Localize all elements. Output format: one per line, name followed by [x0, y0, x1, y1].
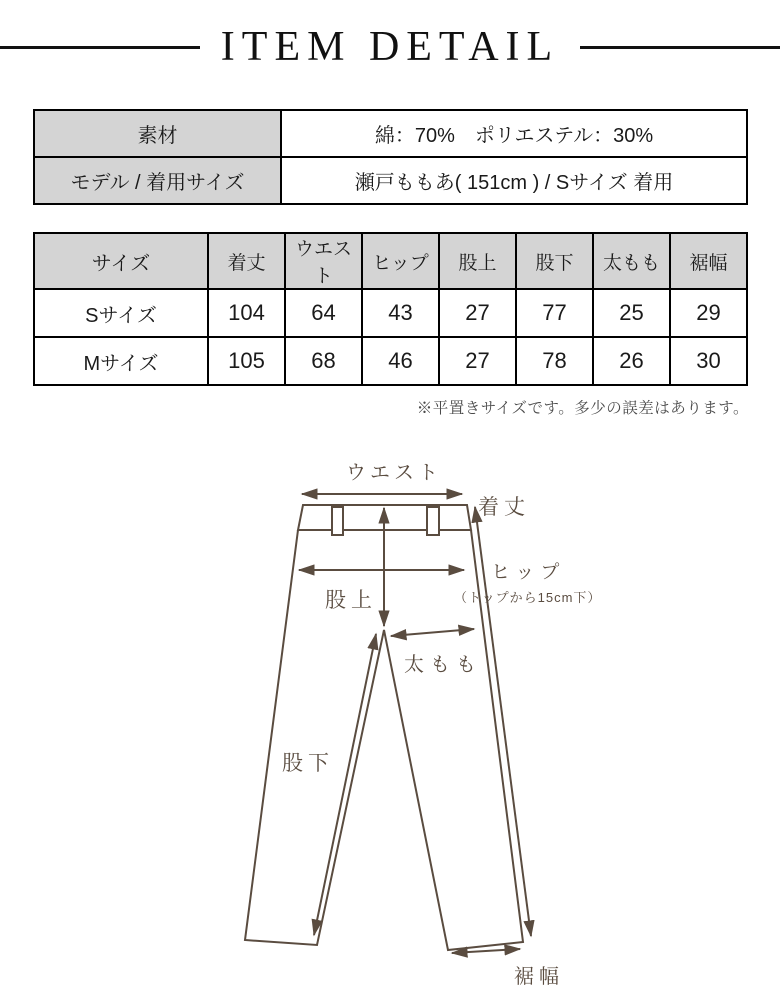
size-col-header: 股上 — [439, 233, 516, 289]
thigh-label: 太もも — [404, 654, 482, 676]
inseam-arrow — [314, 634, 376, 935]
hip-label: ヒップ — [491, 562, 566, 583]
size-cell: 25 — [593, 289, 670, 337]
title-rule-left — [0, 46, 200, 49]
waist-label: ウエスト — [346, 462, 442, 484]
size-cell: 27 — [439, 337, 516, 385]
belt-loop-right — [427, 507, 439, 535]
page-title: ITEM DETAIL — [220, 24, 560, 70]
size-cell: 30 — [670, 337, 747, 385]
size-note: ※平置きサイズです。多少の誤差はあります。 — [416, 400, 749, 417]
size-col-header: ヒップ — [362, 233, 439, 289]
size-row-m — [34, 337, 747, 385]
info-value-model: 瀬戸ももあ( 151cm ) / Sサイズ 着用 — [281, 157, 747, 204]
size-row-label: Sサイズ — [34, 289, 208, 337]
info-label-material: 素材 — [34, 110, 281, 157]
size-cell: 105 — [208, 337, 285, 385]
size-table-header-row — [34, 233, 747, 289]
length-label: 着丈 — [478, 496, 530, 519]
size-cell: 27 — [439, 289, 516, 337]
size-col-header: 着丈 — [208, 233, 285, 289]
page-header — [0, 23, 780, 71]
size-cell: 68 — [285, 337, 362, 385]
size-table — [33, 232, 748, 386]
size-cell: 26 — [593, 337, 670, 385]
size-cell: 104 — [208, 289, 285, 337]
hip-note-label: （トップから15cm下） — [454, 590, 602, 605]
info-value-material: 綿：70% ポリエステル：30% — [281, 110, 747, 157]
size-col-header: ウエスト — [285, 233, 362, 289]
size-row-s — [34, 289, 747, 337]
size-row-label: Mサイズ — [34, 337, 208, 385]
size-cell: 78 — [516, 337, 593, 385]
belt-loop-left — [332, 507, 343, 535]
size-cell: 29 — [670, 289, 747, 337]
size-cell: 43 — [362, 289, 439, 337]
size-col-header: 裾幅 — [670, 233, 747, 289]
info-table — [33, 109, 748, 205]
size-cell: 46 — [362, 337, 439, 385]
size-col-header: 太もも — [593, 233, 670, 289]
table-row — [34, 110, 747, 157]
size-cell: 77 — [516, 289, 593, 337]
rise-label: 股上 — [325, 589, 377, 612]
title-rule-right — [580, 46, 780, 49]
hem-width-arrow — [452, 949, 520, 953]
thigh-arrow — [391, 629, 474, 636]
hem-width-label: 裾幅 — [514, 966, 564, 988]
size-col-header: 股下 — [516, 233, 593, 289]
size-cell: 64 — [285, 289, 362, 337]
table-row — [34, 157, 747, 204]
size-col-header: サイズ — [34, 233, 208, 289]
pants-measurement-diagram — [0, 445, 780, 1000]
info-label-model: モデル / 着用サイズ — [34, 157, 281, 204]
inseam-label: 股下 — [282, 752, 334, 775]
